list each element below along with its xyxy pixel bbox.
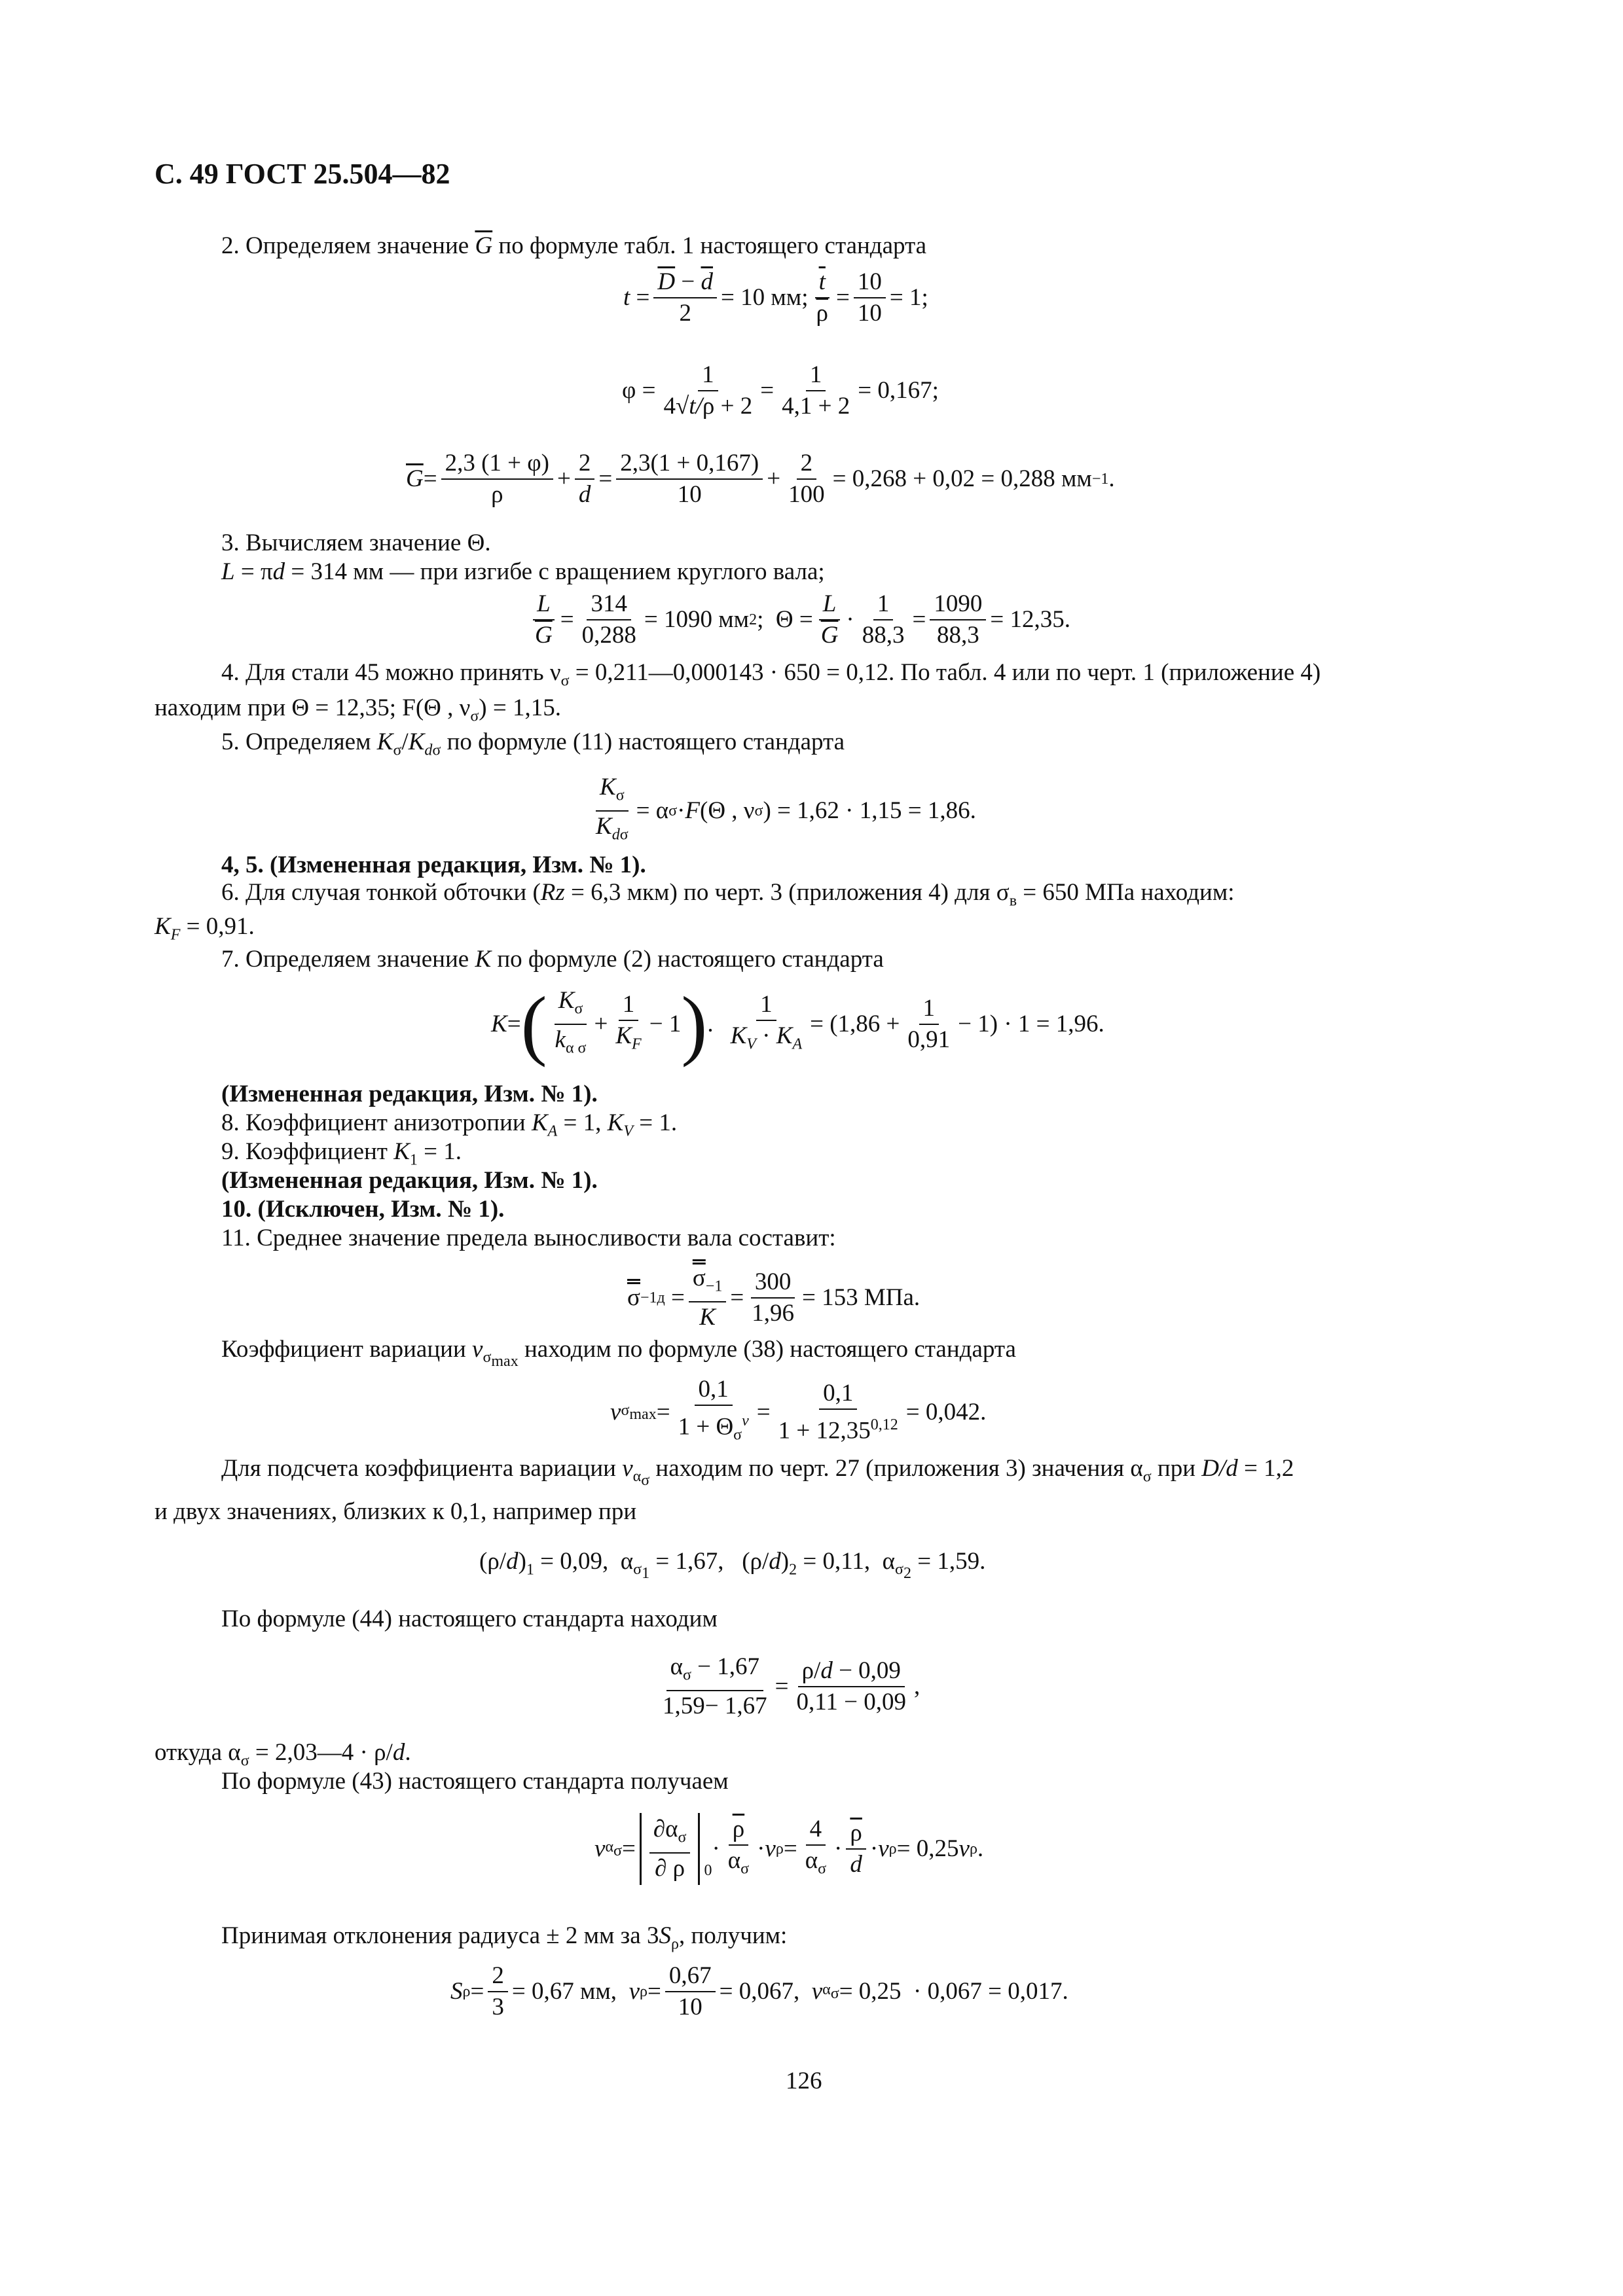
item-5: 5. Определяем $K_\sigma/K_{d\sigma}$ по формуле (11) настоящего стандарта	[221, 728, 845, 759]
page-number: 126	[786, 2068, 822, 2094]
formula-phi: φ = 1 4√t/ρ + 2 = 1 4,1 + 2 = 0,167;	[622, 361, 939, 420]
item-2: 2. Определяем значение $\overline{G}$ по формуле табл. 1 настоящего стандарта	[221, 232, 927, 259]
item-7: 7. Определяем значение K по формуле (2) настоящего стандарта	[221, 946, 884, 973]
edit-note-1: 4, 5. (Измененная редакция, Изм. № 1).	[221, 852, 646, 878]
item-11: 11. Среднее значение предела выносливости вала составит:	[221, 1225, 836, 1251]
formula-rho: $(\rho/d)_1 = 0,09$, $\alpha_{\sigma_1} = 1,67$, $(\rho/d)_2 = 0,11$, $\alpha_{\sigma_2} = 1,59$.	[479, 1548, 986, 1583]
formula-K: K = ( $K_\sigma$ $k_{\alpha \sigma}$ + 1 $K_F$ − 1 ) . 1 $K_V \cdot K_A$ = (1,86 + 1 0,91 − 1) · 1 = 1,96.	[491, 980, 1104, 1067]
formula-S: S ρ = 2 3 = 0,67 мм, v ρ = 0,67 10 = 0,067, v $\alpha_\sigma$ = 0,25 · 0,067 = 0,017.	[450, 1962, 1068, 2020]
item-6-line1: 6. Для случая тонкой обточки (Rz = 6,3 мкм) по черт. 3 (приложения 4) для $\sigma_в = 650$ МПа находим:	[221, 879, 1235, 910]
item-4-line1: 4. Для стали 45 можно принять $\nu_\sigma$ = 0,211—0,000143 · 650 = 0,12. По табл. 4 или по черт. 1 (приложение 4)	[221, 659, 1321, 690]
coef-variation-line: Коэффициент вариации $v_{\sigma_{max}}$ находим по формуле (38) настоящего стандарта	[221, 1336, 1016, 1371]
formula-alpha: $\alpha_\sigma - 1,67$ 1,59− 1,67 = ρ/d − 0,09 0,11 − 0,09 ,	[663, 1653, 921, 1720]
item-4-line2: находим при Θ = 12,35; F(Θ , $\nu_\sigma) = 1,15$.	[155, 694, 561, 725]
para-14: откуда $\alpha_\sigma$ = 2,03—4 · ρ/d.	[155, 1739, 411, 1770]
formula-sigma: σ −1д = $\sigma_{-1}$ K = 300 1,96 = 153 МПа.	[627, 1265, 921, 1331]
formula-G: $\overline{G}$ = 2,3 (1 + φ) ρ + 2 d = 2,3(1 + 0,167) 10 + 2 100 = 0,268 + 0,02 = 0,288 мм −1 .	[406, 450, 1115, 508]
para-16: Принимая отклонения радиуса ± 2 мм за $3S_\rho$, получим:	[221, 1922, 788, 1953]
formula-va: v $\alpha_\sigma$ = $\partial\alpha_\sigma$ ∂ ρ $_0$ · $\overline{\rho}$ $\alpha_\sigma$ · v ρ = 4 $\alpha_\sigma$ · $\overline{\rho}$ d · v ρ = 0,25 v ρ .	[594, 1813, 983, 1885]
item-9: 9. Коэффициент $K_1 = 1$.	[221, 1138, 462, 1169]
para-12-line1: Для подсчета коэффициента вариации $v_{\alpha_\sigma}$ находим по черт. 27 (приложения 3) значения $\alpha_\sigma$ при D/d = 1,2	[221, 1455, 1294, 1490]
item-10: 10. (Исключен, Изм. № 1).	[221, 1196, 505, 1223]
para-15: По формуле (43) настоящего стандарта получаем	[221, 1768, 729, 1795]
para-12-line2: и двух значениях, близких к 0,1, например при	[155, 1498, 637, 1525]
formula-Ksigma: $K_\sigma$ $K_{d\sigma}$ = α σ · F (Θ , ν σ ) = 1,62 · 1,15 = 1,86.	[596, 774, 976, 844]
item-3: 3. Вычисляем значение Θ.	[221, 529, 491, 556]
item-8: 8. Коэффициент анизотропии $K_A = 1$, $K_V = 1$.	[221, 1109, 678, 1140]
item-3-L: L = πd = 314 мм — при изгибе с вращением круглого вала;	[221, 558, 825, 585]
para-13: По формуле (44) настоящего стандарта находим	[221, 1605, 718, 1632]
edit-note-3: (Измененная редакция, Изм. № 1).	[221, 1167, 598, 1194]
edit-note-2: (Измененная редакция, Изм. № 1).	[221, 1081, 598, 1107]
formula-L: L $\overline{G}$ = 314 0,288 = 1090 мм 2 ; Θ = L $\overline{G}$ · 1 88,3 = 1090 88,3 = 12,35.	[527, 589, 1070, 651]
formula-v: v $\sigma_{max}$ = 0,1 $1 + \Theta_\sigma^\nu$ = 0,1 $1 + 12,35^{0,12}$ = 0,042.	[610, 1376, 987, 1444]
item-6-line2: $K_F = 0,91$.	[155, 913, 255, 944]
page-header: С. 49 ГОСТ 25.504—82	[155, 158, 450, 190]
formula-t: t = $\overline{D} - \overline{d}$ 2 = 10 мм; $\overline{t}$ $\overline{\rho}$ = 10 10 = 1;	[623, 268, 928, 327]
